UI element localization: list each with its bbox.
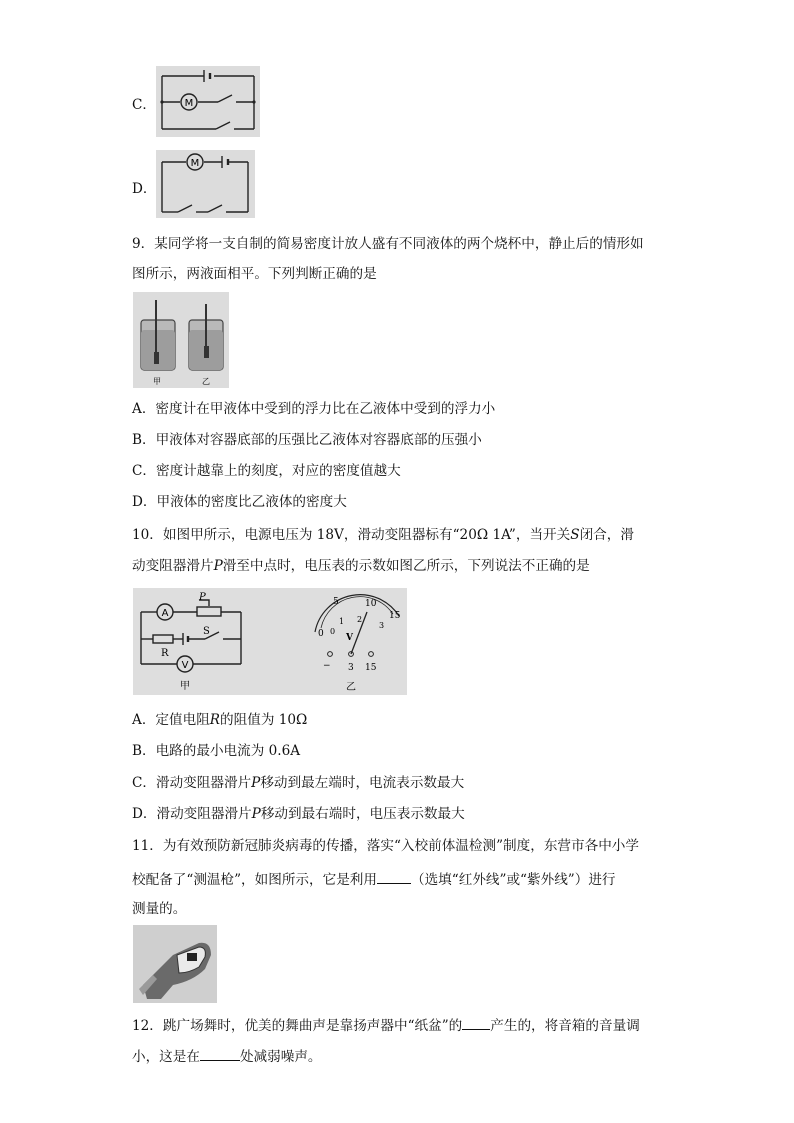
- meter-bottom-tick: 2: [357, 615, 363, 624]
- q11-text: （选填“红外线”或“紫外线”）进行: [411, 872, 616, 888]
- q10-option-a: [132, 711, 307, 729]
- answer-blank[interactable]: [377, 869, 411, 884]
- q10-option-d: [132, 805, 465, 823]
- q10-stem-text: 闭合，滑: [579, 527, 634, 543]
- option-text: 移动到最左端时，电流表示数最大: [260, 775, 465, 791]
- meter-top-tick: 5: [333, 597, 339, 607]
- q11-stem-line1: 11．为有效预防新冠肺炎病毒的传播，落实“入校前体温检测”制度，东营市各中小学: [132, 838, 639, 854]
- circuit-and-voltmeter-figure: [133, 588, 407, 695]
- meter-bottom-zero: 0: [330, 627, 336, 636]
- circuit-caption: 甲: [180, 681, 190, 692]
- q10-option-b: [132, 742, 300, 760]
- answer-blank[interactable]: [462, 1015, 490, 1030]
- beaker-label-left: 甲: [153, 377, 161, 386]
- meter-terminal: 15: [365, 663, 377, 673]
- q9-stem-line1: 9．某同学将一支自制的简易密度计放人盛有不同液体的两个烧杯中，静止后的情形如: [132, 236, 644, 252]
- option-text: B．电路的最小电流为 0.6A: [132, 743, 301, 759]
- option-var: P: [251, 806, 261, 822]
- meter-terminal: −: [323, 661, 331, 671]
- motor-label: M: [190, 158, 200, 169]
- q12-text: 小，这是在: [132, 1049, 200, 1065]
- q11-stem-line2: [132, 869, 616, 889]
- option-text: 的阻值为 10Ω: [220, 712, 308, 728]
- q10-stem-line2: [132, 557, 590, 575]
- answer-blank[interactable]: [200, 1046, 240, 1061]
- meter-top-tick: 10: [365, 599, 377, 609]
- q10-stem-text: 10．如图甲所示，电源电压为 18V，滑动变阻器标有“20Ω 1A”，当开关: [132, 527, 571, 543]
- option-text: A．定值电阻: [132, 712, 210, 728]
- q9-option-c: C．密度计越靠上的刻度，对应的密度值越大: [132, 463, 401, 479]
- meter-bottom-tick: 3: [379, 621, 385, 630]
- circuit-diagram-d: [156, 150, 255, 218]
- q11-text: 校配备了“测温枪”，如图所示，它是利用: [132, 872, 377, 888]
- q10-stem-text: 滑至中点时，电压表的示数如图乙所示，下列说法不正确的是: [222, 558, 590, 574]
- option-var: R: [209, 712, 221, 728]
- switch-label: S: [203, 626, 210, 637]
- voltmeter-label: V: [181, 660, 189, 671]
- q9-option-d: D．甲液体的密度比乙液体的密度大: [132, 494, 347, 510]
- slider-label: P: [199, 592, 206, 603]
- meter-top-zero: 0: [318, 629, 324, 639]
- meter-caption: 乙: [346, 682, 356, 693]
- q10-option-c: [132, 774, 464, 792]
- density-meter-figure: [133, 292, 229, 388]
- q12-stem-line1: [132, 1015, 640, 1035]
- q12-text: 产生的，将音箱的音量调: [490, 1018, 640, 1034]
- q11-stem-line3: 测量的。: [132, 901, 187, 917]
- option-text: C．滑动变阻器滑片: [132, 775, 252, 791]
- q12-text: 12．跳广场舞时，优美的舞曲声是靠扬声器中“纸盆”的: [132, 1018, 463, 1034]
- beaker-label-right: 乙: [202, 377, 210, 386]
- meter-top-tick: 15: [389, 611, 401, 621]
- option-d-letter: D．: [132, 181, 157, 197]
- motor-label: M: [184, 98, 194, 109]
- q10-var-p: P: [213, 558, 223, 574]
- q10-stem-text: 动变阻器滑片: [132, 558, 214, 574]
- ammeter-label: A: [161, 608, 169, 619]
- option-text: D．滑动变阻器滑片: [132, 806, 252, 822]
- option-var: P: [251, 775, 261, 791]
- resistor-label: R: [161, 648, 169, 659]
- q12-stem-line2: [132, 1046, 322, 1066]
- thermometer-gun-photo: [133, 925, 217, 1003]
- option-c-letter: C．: [132, 97, 156, 113]
- meter-bottom-tick: 1: [339, 617, 345, 626]
- meter-unit: V: [346, 633, 353, 643]
- meter-terminal: 3: [348, 663, 354, 673]
- q10-var-s: S: [570, 527, 580, 543]
- q9-stem-line2: 图所示，两液面相平。下列判断正确的是: [132, 266, 377, 282]
- option-text: 移动到最右端时，电压表示数最大: [260, 806, 465, 822]
- q12-text: 处减弱噪声。: [239, 1049, 322, 1065]
- q9-option-a: A．密度计在甲液体中受到的浮力比在乙液体中受到的浮力小: [132, 401, 496, 417]
- q10-stem-line1: [132, 526, 634, 544]
- q9-option-b: B．甲液体对容器底部的压强比乙液体对容器底部的压强小: [132, 432, 482, 448]
- circuit-diagram-c: [156, 66, 260, 137]
